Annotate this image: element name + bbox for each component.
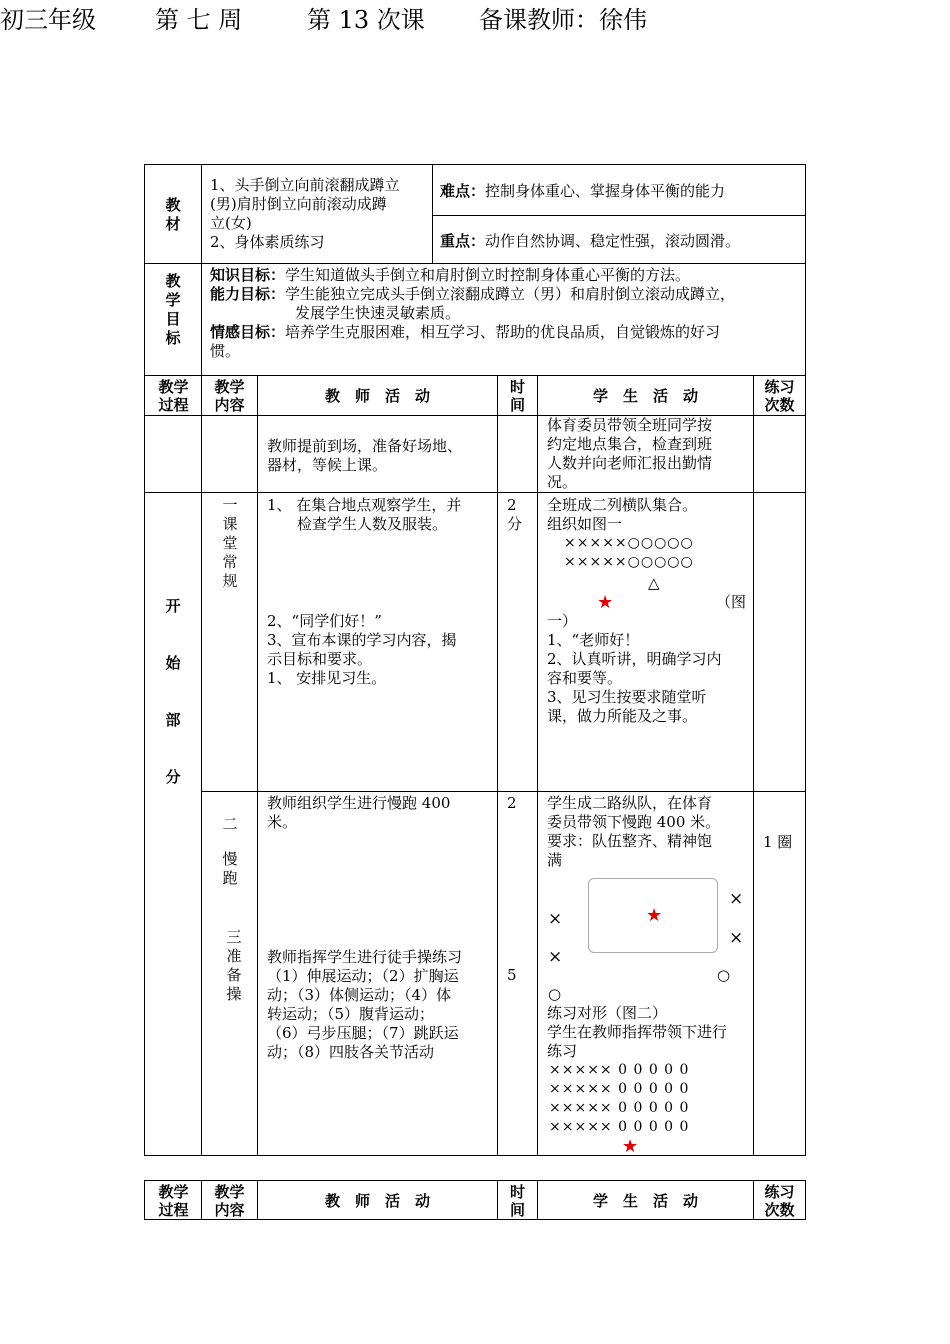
key-point: 重点：动作自然协调、稳定性强，滚动圆滑。	[440, 232, 741, 250]
table-border	[144, 1180, 145, 1220]
teacher-jog: 教师组织学生进行慢跑 400 米。	[267, 794, 451, 831]
table-line	[144, 263, 806, 264]
student-warmup: 练习对形（图二） 学生在教师指挥带领下进行 练习	[547, 1004, 728, 1060]
table-line	[201, 263, 202, 375]
header-time: 时 间	[509, 378, 525, 414]
table-line	[537, 375, 538, 1156]
table-line	[497, 375, 498, 1156]
circle-mark: ○	[717, 966, 731, 984]
table-border	[144, 1219, 806, 1220]
table-line	[753, 375, 754, 1156]
cross-mark: ×	[729, 889, 744, 909]
student-routine-2: 一） 1、“老师好！ 2、认真听讲，明确学习内 容和要等。 3、见习生按要求随堂听 课，做力所能及之事。	[547, 612, 722, 725]
time-warmup: 5	[507, 966, 517, 984]
material-content: 1、头手倒立向前滚翻成蹲立 (男)肩肘倒立向前滚动成蹲 立(女) 2、身体素质练习	[210, 176, 400, 251]
emotion-goal: 情感目标：培养学生克服困难，相互学习、帮助的优良品质，自觉锻炼的好习	[210, 323, 721, 341]
table-border	[144, 1155, 806, 1156]
teacher-star-icon: ★	[622, 1136, 639, 1157]
content-routine: 一 课 堂 常 规	[222, 496, 238, 590]
time-routine: 2 分	[507, 496, 523, 533]
goals-content	[210, 266, 802, 361]
table-line	[201, 164, 202, 264]
table-line	[432, 164, 433, 264]
header-process: 教学 过程	[158, 1183, 189, 1219]
table-border	[144, 164, 806, 165]
laps-count: 1 圈	[763, 833, 793, 851]
header-count: 练习 次数	[764, 378, 795, 414]
table-border	[805, 164, 806, 1156]
table-line	[201, 791, 806, 792]
time-jog: 2	[507, 794, 517, 812]
student-routine-1: 全班成二列横队集合。 组织如图一	[547, 496, 698, 533]
header-content: 教学 内容	[214, 1183, 245, 1219]
teacher-name: 备课教师：徐伟	[479, 6, 647, 34]
teacher-routine-2: 2、“同学们好！” 3、宣布本课的学习内容，揭 示目标和要求。 1、 安排见习生。	[267, 612, 457, 687]
material-label: 教材	[165, 196, 181, 233]
figure-1-label: （图	[716, 593, 747, 611]
header-teacher: 教 师 活 动	[324, 387, 430, 405]
start-section-label: 开 始 部 分	[165, 597, 181, 786]
header-content: 教学 内容	[214, 378, 245, 414]
teacher-star-icon: ★	[646, 905, 663, 926]
header-student: 学 生 活 动	[592, 1192, 698, 1210]
formation-2: ××××× 0 0 0 0 0 ××××× 0 0 0 0 0 ××××× 0 0 0 0 0 ××××× 0 0 0 0 0	[549, 1062, 690, 1135]
week: 第 七 周	[155, 6, 243, 34]
formation-1: ×××××○○○○○ ×××××○○○○○	[564, 535, 694, 570]
emotion-goal-cont: 惯。	[210, 342, 241, 360]
table-line	[201, 375, 202, 1156]
table-line	[144, 375, 806, 376]
header-count: 练习 次数	[764, 1183, 795, 1219]
table-line	[257, 375, 258, 1156]
cross-mark: ×	[548, 947, 563, 967]
table-border	[144, 164, 145, 1156]
teacher-warmup: 教师指挥学生进行徒手操练习 （1）伸展运动；（2）扩胸运 动；（3）体侧运动；（4）体 转运动；（5）腹背运动； （6）弓步压腿；（7）跳跃运 动；（8）四肢各关节活动	[267, 948, 463, 1061]
teacher-star-icon: ★	[597, 592, 614, 613]
content-warmup: 三 准 备 操	[226, 928, 242, 1003]
pre-student: 体育委员带领全班同学按 约定地点集合，检查到班 人数并向老师汇报出勤情 况。	[547, 416, 713, 491]
lesson: 第 13 次课	[307, 6, 425, 34]
ability-goal: 能力目标：学生能独立完成头手倒立滚翻成蹲立（男）和肩肘倒立滚动成蹲立，	[210, 285, 736, 303]
goals-label: 教学目标	[165, 272, 181, 347]
table-line	[144, 492, 806, 493]
student-jog: 学生成二路纵队，在体育 委员带领下慢跑 400 米。 要求：队伍整齐、精神饱 满	[547, 794, 721, 869]
difficulty: 难点：控制身体重心、掌握身体平衡的能力	[440, 182, 726, 200]
knowledge-goal: 知识目标：学生知道做头手倒立和肩肘倒立时控制身体重心平衡的方法。	[210, 266, 691, 284]
content-jog: 二 慢 跑	[222, 815, 238, 887]
triangle-icon: △	[648, 574, 660, 592]
grade: 初三年级	[0, 6, 96, 34]
header-time: 时 间	[509, 1183, 525, 1219]
pre-teacher: 教师提前到场，准备好场地、 器材，等候上课。	[267, 437, 463, 474]
ability-goal-cont: 发展学生快速灵敏素质。	[295, 304, 461, 322]
circle-mark: ○	[548, 985, 562, 1003]
table-line	[432, 215, 806, 216]
cross-mark: ×	[548, 909, 563, 929]
header-student: 学 生 活 动	[592, 387, 698, 405]
table-border	[144, 1180, 806, 1181]
teacher-routine-1: 1、 在集合地点观察学生，并 检查学生人数及服装。	[267, 496, 462, 533]
table-border	[805, 1180, 806, 1220]
header-teacher: 教 师 活 动	[324, 1192, 430, 1210]
header-process: 教学 过程	[158, 378, 189, 414]
cross-mark: ×	[729, 928, 744, 948]
